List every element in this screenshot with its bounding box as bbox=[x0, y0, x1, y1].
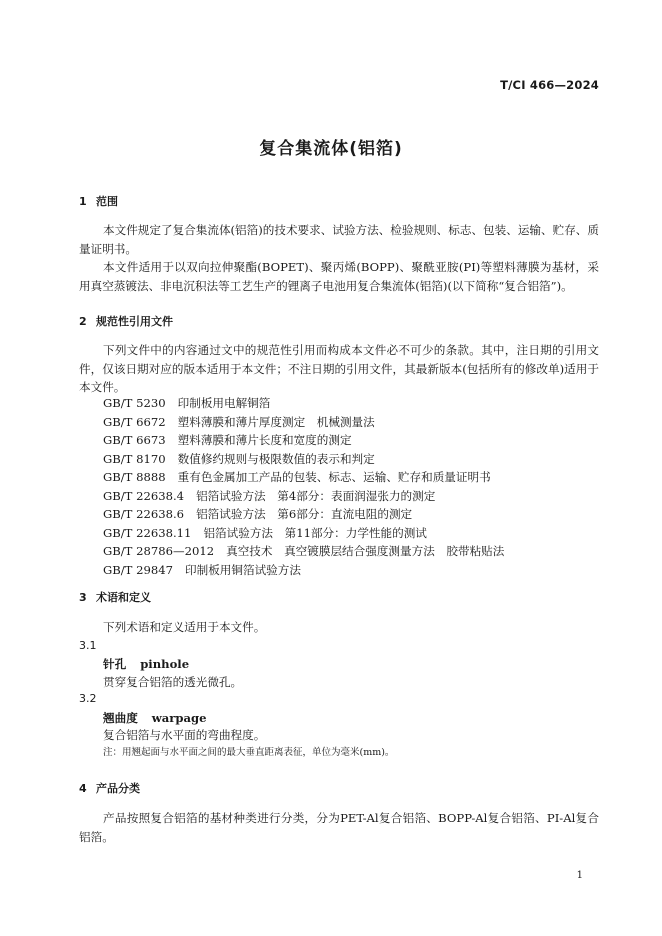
reference-item bbox=[103, 394, 504, 413]
section-number: 2 bbox=[79, 315, 87, 328]
term-name-zh: 针孔 bbox=[103, 657, 127, 671]
reference-item bbox=[103, 413, 504, 432]
section-title: 规范性引用文件 bbox=[96, 315, 173, 328]
term-definition: 贯穿复合铝箔的透光微孔。 bbox=[103, 675, 243, 689]
paragraph: 本文件适用于以双向拉伸聚酯(BOPET)、聚丙烯(BOPP)、聚酰亚胺(PI)等塑料薄膜为基材，采用真空蒸镀法、非电沉积法等工艺生产的锂离子电池用复合集流体(铝箔)(以下简称“复合铝箔”)。 bbox=[79, 260, 599, 293]
reference-code: GB/T 8888 bbox=[103, 470, 166, 484]
reference-item bbox=[103, 450, 504, 469]
term-name bbox=[103, 656, 189, 672]
section-number: 4 bbox=[79, 782, 87, 795]
reference-code: GB/T 22638.6 bbox=[103, 507, 185, 521]
section-number: 3 bbox=[79, 591, 87, 604]
reference-item bbox=[103, 561, 504, 580]
reference-item bbox=[103, 505, 504, 524]
reference-code: GB/T 6672 bbox=[103, 414, 166, 429]
section-3-heading bbox=[79, 589, 151, 605]
reference-title: 铝箔试验方法 第4部分：表面润湿张力的测定 bbox=[196, 488, 436, 503]
paragraph: 本文件规定了复合集流体(铝箔)的技术要求、试验方法、检验规则、标志、包装、运输、贮存、质量证明书。 bbox=[79, 223, 599, 256]
paragraph: 产品按照复合铝箔的基材种类进行分类，分为PET-Al复合铝箔、BOPP-Al复合铝箔、PI-Al复合铝箔。 bbox=[79, 811, 599, 844]
paragraph: 下列术语和定义适用于本文件。 bbox=[103, 620, 266, 634]
reference-code: GB/T 6673 bbox=[103, 433, 166, 447]
reference-title: 重有色金属加工产品的包装、标志、运输、贮存和质量证明书 bbox=[177, 470, 491, 484]
section-number: 1 bbox=[79, 195, 87, 208]
reference-item bbox=[103, 487, 504, 506]
section-1-heading bbox=[79, 193, 118, 209]
reference-item bbox=[103, 468, 504, 487]
reference-code: GB/T 5230 bbox=[103, 396, 166, 410]
term-definition: 复合铝箔与水平面的弯曲程度。 bbox=[103, 728, 266, 742]
reference-item bbox=[103, 524, 504, 543]
section-title: 范围 bbox=[96, 195, 118, 208]
reference-title: 塑料薄膜和薄片长度和宽度的测定 bbox=[177, 433, 352, 447]
reference-code: GB/T 22638.11 bbox=[103, 525, 192, 540]
reference-title: 塑料薄膜和薄片厚度测定 机械测量法 bbox=[177, 414, 375, 429]
reference-title: 印制板用电解铜箔 bbox=[177, 396, 271, 410]
term-name-zh: 翘曲度 bbox=[103, 711, 138, 725]
normative-references-list bbox=[103, 394, 504, 579]
section-4-heading bbox=[79, 780, 140, 796]
section-title: 产品分类 bbox=[96, 782, 140, 795]
term-name bbox=[103, 710, 207, 726]
page-number: 1 bbox=[576, 870, 583, 881]
term-number: 3.2 bbox=[79, 692, 97, 705]
section-title: 术语和定义 bbox=[96, 591, 151, 604]
standard-code: T/CI 466—2024 bbox=[500, 78, 599, 92]
term-name-en: pinhole bbox=[140, 657, 190, 671]
reference-item bbox=[103, 542, 504, 561]
reference-code: GB/T 29847 bbox=[103, 562, 173, 577]
reference-title: 铝箔试验方法 第6部分：直流电阻的测定 bbox=[196, 507, 413, 521]
reference-code: GB/T 8170 bbox=[103, 451, 166, 466]
document-title: 复合集流体(铝箔) bbox=[259, 139, 403, 159]
term-number: 3.1 bbox=[79, 639, 97, 652]
reference-title: 真空技术 真空镀膜层结合强度测量方法 胶带粘贴法 bbox=[226, 544, 505, 558]
reference-code: GB/T 22638.4 bbox=[103, 488, 185, 503]
term-name-en: warpage bbox=[151, 711, 207, 725]
term-note: 注：用翘起面与水平面之间的最大垂直距离表征，单位为毫米(mm)。 bbox=[103, 747, 395, 758]
reference-code: GB/T 28786—2012 bbox=[103, 544, 215, 558]
paragraph: 下列文件中的内容通过文中的规范性引用而构成本文件必不可少的条款。其中，注日期的引用文件，仅该日期对应的版本适用于本文件；不注日期的引用文件，其最新版本(包括所有的修改单)适用于本文件。 bbox=[79, 343, 599, 394]
reference-title: 印制板用铜箔试验方法 bbox=[185, 562, 301, 577]
reference-title: 数值修约规则与极限数值的表示和判定 bbox=[177, 451, 375, 466]
section-2-heading bbox=[79, 313, 173, 329]
reference-title: 铝箔试验方法 第11部分：力学性能的测试 bbox=[203, 525, 427, 540]
reference-item bbox=[103, 431, 504, 450]
